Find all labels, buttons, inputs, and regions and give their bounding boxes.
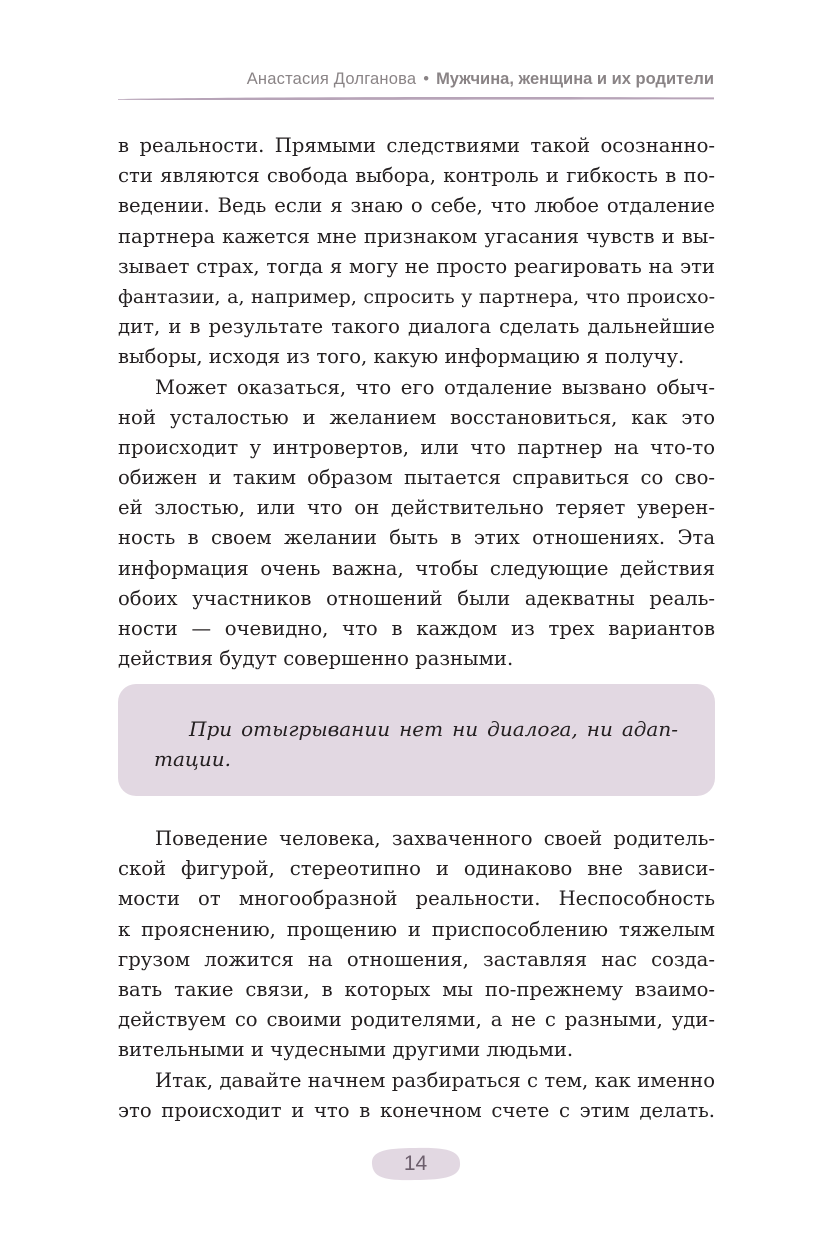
- text-line: к прояснению, прощению и приспособлению тяжелым: [118, 917, 715, 941]
- text-line: происходит у интровертов, или что партнер на что-то: [118, 435, 715, 459]
- body-text-top: [118, 131, 715, 674]
- callout-text: [154, 714, 678, 774]
- text-line: ской фигурой, стереотипно и одинаково вне зависи-: [118, 857, 715, 881]
- text-line: выборы, исходя из того, какую информацию я получу.: [118, 345, 685, 369]
- header-author: Анастасия Долганова: [246, 70, 417, 88]
- running-head: [118, 70, 714, 89]
- text-line: обоих участников отношений были адекватны реаль-: [118, 586, 715, 610]
- page-number: 14: [403, 1152, 428, 1175]
- text-line: информация очень важна, чтобы следующие действия: [118, 556, 715, 580]
- text-line: дит, и в результате такого диалога сделать дальнейшие: [118, 315, 715, 339]
- text-line: сти являются свобода выбора, контроль и гибкость в по-: [118, 164, 715, 188]
- callout-line: тации.: [154, 747, 231, 771]
- text-line: это происходит и что в конечном счете с этим делать.: [118, 1098, 715, 1122]
- text-line: в реальности. Прямыми следствиями такой осознанно-: [118, 134, 715, 157]
- header-book-title: Мужчина, женщина и их родители: [436, 70, 714, 88]
- text-line: вать такие связи, в которых мы по-прежнему взаимо-: [118, 977, 715, 1001]
- text-line: грузом ложится на отношения, заставляя нас созда-: [118, 947, 715, 971]
- text-line: ности — очевидно, что в каждом из трех вариантов: [118, 617, 715, 640]
- text-line: вительными и чудесными другими людьми.: [118, 1038, 574, 1062]
- callout-line: При отыгрывании нет ни диалога, ни адап-: [189, 717, 678, 741]
- text-line: действуем со своими родителями, а не с разными, уди-: [118, 1008, 715, 1032]
- text-line: фантазии, а, например, спросить у партнера, что происхо-: [118, 285, 715, 308]
- text-line: ной усталостью и желанием восстановиться, как это: [118, 405, 715, 429]
- text-line: ведении. Ведь если я знаю о себе, что любое отдаление: [118, 194, 715, 218]
- text-line: партнера кажется мне признаком угасания чувств и вы-: [118, 224, 715, 248]
- header-separator: •: [423, 70, 430, 88]
- text-line: зывает страх, тогда я могу не просто реагировать на эти: [118, 254, 715, 278]
- header-rule: [118, 96, 714, 101]
- text-line: мости от многообразной реальности. Неспособность: [118, 887, 715, 911]
- text-line: Может оказаться, что его отдаление вызвано обыч-: [155, 375, 715, 399]
- text-line: действия будут совершенно разными.: [118, 647, 514, 671]
- body-text-bottom: [118, 824, 715, 1126]
- text-line: Поведение человека, захваченного своей родитель-: [155, 827, 715, 850]
- text-line: обижен и таким образом пытается справиться со сво-: [118, 466, 715, 490]
- text-line: ность в своем желании быть в этих отношениях. Эта: [118, 526, 715, 550]
- text-line: ей злостью, или что он действительно теряет уверен-: [118, 496, 715, 520]
- text-line: Итак, давайте начнем разбираться с тем, как именно: [155, 1068, 715, 1092]
